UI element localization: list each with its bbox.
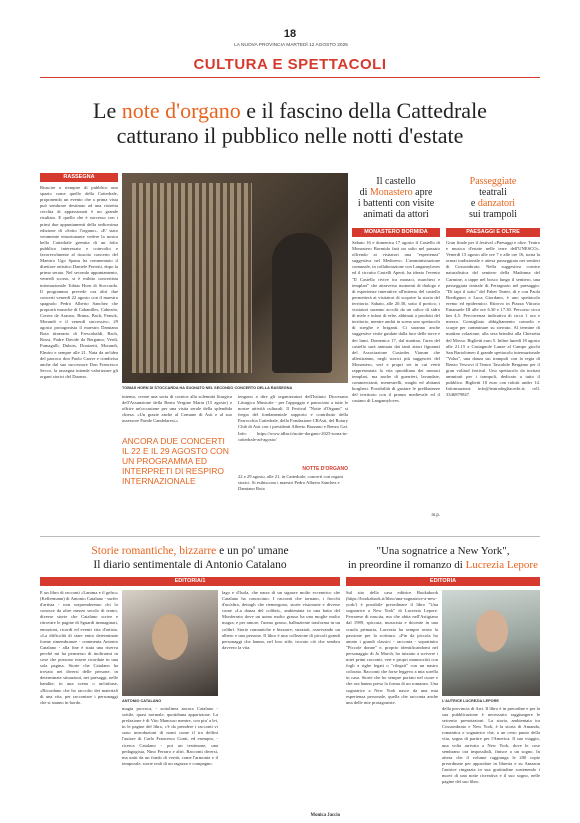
portrait-face (152, 614, 188, 660)
photo-caption-lepore: L'AUTRICE LUCREZIA LEPORE (442, 699, 499, 703)
label-editoria-1: EDITORIA/1 (40, 577, 340, 586)
pull-quote: ANCORA DUE CONCERTI IL 22 E IL 29 AGOSTO CON UN PROGRAMMA ED INTERPRETI DI RESPIRO INTERNAZIONALE (122, 436, 229, 486)
portrait-face-lepore (476, 610, 508, 652)
info-box-text: 22 e 29 agosto, alle 21, in Cattedrale, concerti con organi storici. Si esibiscono i maestri Pedro Alberto Sanchez e Damiano Rota (238, 474, 343, 492)
paper-date: LA NUOVA PROVINCIA MARTEDÌ 12 AGOSTO 2025 (234, 43, 348, 48)
page-number: 18 (283, 28, 297, 40)
section-rule (40, 77, 540, 78)
lepore-headline: "Una sognatrice a New York", in preordine il romanzo di Lucrezia Lepore (348, 545, 538, 571)
photo-caption-organ: TOBIAS HORN DI STOCCARDA HA SUONATO NEL SECONDO CONCERTO DELLA RASSEGNA (122, 386, 293, 390)
lead-body-col1: Riuscire a riempire di pubblico uno spazio come quello della Cattedrale, proponendo un evento che a prima vista può sembrare destinato ad una ristretta cerchia di appassionati è un grande risultato. E quello che è successo con i primi due appuntamenti della sedicesima edizione di «Sotto l'organo». «E' stato veramente emozionante vedere la nostra bella Cattedrale gremita di un folto pubblico interessato e coinvolto e favorevolmente al riuscito concerto del Maestro Ugo Spanu ha commentato il direttore artistico Daniele Ferretti, dopo la prima serata. Nel secondo appuntamento, venerdì scorso, si è esibito concertista internazionale Tobias Horn di Stoccarda. Il programma prevede ora altri due concerti venerdì 22 agosto con il maestro spagnolo Pedro Alberto Sanchez che proporrà musiche di Cabanilles, Cabezón, Correa de Arauxo, Bruna, Bach, Franck, Morandi e il venerdì successivo, 29 agosto protagonista il maestro Damiano Rota itinerario di Frescobaldi, Bach, Rossi, Padre Davide da Bergamo, Verdi, Fumagalli, Dubois, Donizetti, Morandi, Elmiro e sempre alle 21. Nata da un'idea del parroco don Paolo Carrer e condivisa anche dal suo successore Don Francesco Secco, la rassegna intende valorizzare gli organi storici del Duomo. (40, 185, 118, 379)
organ-pipes (132, 183, 252, 373)
label-editoria: EDITORIA (346, 577, 540, 586)
catalano-signature: Monica Jaccio (310, 813, 340, 818)
catalano-body-col2: magia provoca, - sottolinea ancora Catalano - sottile, quasi normale, quotidiana apparizione. La prefazione è di Vito Mancuso mentre, con piu' a lei, in le pagine del libro, c'è da prendere i racconti vi sono introduzioni di nomi come il tra delfini l'autore di Carlo Francesco Conti, ed esempio, - ricerca Catalano - poi un testimone, una pedagogista, Nino Ferraro e altri. Racconti diversi, ma uniti da un fondo di verità, come l'armonia e il temporale, storie reali di un ragazzo e compagno. (122, 706, 218, 766)
masthead (0, 0, 580, 88)
castello-body: Sabato 16 e domenica 17 agosto il Castello di Monastero Bormida farà un salto nel passato offrendo ai visitatori una "esperienza" suggestiva nel Medioevo. L'amministrazione comunale, in collaborazione con Langamyloves ed il circuito Castelli Aperti, ha ideato l'evento "Il Castello rivive tra monaci, marchesi e templari" che attraverso momenti di dialogo e di esperienze interattive all'interno del castello permetterà ai visitatori di scoprire la storia del territorio. Sabato, alle 20.30, sotto il portico, i visitatori saranno accolti da un calice di sidro di mele e infusi di erbe, abbinati a prodotti del territorio, mentre andrà in scena uno spettacolo di streghe e briganti. Ci saranno anche suggestive visite guidate dalla luce delle torce e dei lumi. Domenica 17, dal mattino, l'area del castello sarà animata dai tanti attori figuranti del Associazione Custodes Viarum che allestiranno, negli storici più suggestivi del Monastero, veri e propri set in cui verrà rappresentata la vita quotidiana dei monaci templari, ma anche di guerrieri, lavandaie, commercianti, menestrelli, maghi ed abitanti borghesi. Possibilità di gustare le prelibatezze del territorio con il pranzo medievale ed il castano di Langamyloves. (352, 240, 440, 404)
lepore-body-col1: Sul sito della casa editrice Bookabook (https://bookabook.it/libro/una-sognatrice-a-new-york/) è possibile preordinare il libro "Una sognatrice a New York" di Lucrezia Lepore. Ferrarese di nascita, ma che abita nell'Astigiano dal 1989, spiccata, musicista e docente in una scuola primaria, Lucrezia ha sempre avuto la passione per la scrittura. «Fin da piccola ho amato i grandi classici - racconta - soprattutto "Piccole donne" e, proprio identificandomi nel personaggio di Jo March, ho iniziato a scrivere i miei primi racconti, veri e propri manoscritti con fogli a righe legati o "rilegati" con un nastro colorato. Racconti che forse leggevo a mia sorella in casa. Storie che ho sempre portato nel cuore e che ora hanno preso la forma di un romanzo. Una sognatrice a New York nasce da una mia esperienza personale, quella che racconta anche una delle mie protagoniste. (346, 590, 438, 705)
headline-accent: note d'organo (121, 98, 241, 123)
section-title: CULTURA E SPETTACOLI (193, 56, 387, 73)
label-paesaggi: PAESAGGI E OLTRE (446, 228, 540, 237)
photo-caption-catalano: ANTONIO CATALANO (122, 699, 162, 703)
lead-body-col3: tengono a dire gli organizzatori dell'Istituto Diocesano Liturgico Musicale - per l'appoggio e patrocinio a tutte le nostre attività culturali. Il Festival "Notte d'Organo" si fregia del fondamentale supporto e contributo della Parrocchia Cattedrale, della Fondazione CRAsti, del Rotary Club di Asti con i presidenti Alberto Bazzano e Renzo Gai. Info: https://www.idlm.it/notte-dorgano-2025-torna-in-cattedrale-ad-agosto/ (238, 394, 348, 442)
label-monastero: MONASTERO BORMIDA (352, 228, 440, 237)
organist-figure (272, 233, 332, 373)
castello-headline: Il castello di Monastero apre i battenti con visite animati da attori (357, 176, 435, 220)
catalano-photo (122, 590, 218, 696)
passeggiate-headline: Passeggiate teatrali e danzatori sui trampoli (468, 176, 518, 220)
lepore-body-col2: della provincia di Asti. Il libro è in preordine e per la sua pubblicazione è necessario raggiungere le seicento prenotazioni. La storia, ambientata tra Cossombrato e New York, è la storia di Amanda, romantica e sognatrice che, a un certo punto della vita, sogna di partire per l'America. Il suo viaggio, una volta arrivata a New York, dove le cose sembrano ora impossibili, finisce a un sogno. In attesa che il volume raggiunga le 200 copie preordinate per approdare in libreria e su Amazon l'autrice ringrazia in sua gratitudine sostenendo i nuovi di una notte ricreativa e il suo sogno, nelle pagine del suo libro. (442, 706, 540, 785)
lower-divider (40, 536, 540, 537)
headline-line-2: catturano il pubblico nelle notti d'estate (116, 123, 464, 148)
headline-line-1: Le note d'organo e il fascino della Cattedrale (93, 98, 487, 123)
lead-body-col2: intenso, creare una sorta di cornice alla solennità liturgica dell'Assunzione della Beata Vergine Maria (15 agosto) e offrire un'occasione per una visita serale della splendida chiesa. «Un grazie anche al Comune di Asti e al suo assessore Paride Candelaresi,» (122, 394, 232, 424)
label-rassegna: RASSEGNA (40, 173, 118, 182)
passeggiate-body: Gran finale per il festival «Paesaggi e oltre. Teatro e musica d'estate nelle terre dell'UNESCO». Venerdì 15 agosto alle ore 7 e alle ore 16, torna la ormai tradizionale e attesa passeggiata nei sentieri di Cossombrato. Nella suggestiva cornice naturalistica del sentiero della Madonna del Carmine, a tappe nel bosco lungo il sentiero, una passeggiata teatrale di Fertagnoto nel paesaggio. "Di tapi il sotto" del Faber Teater, di e con Paola Bordignon e Luca Giordano, è uno spettacolo eremo ed epidermico. Ritrovo in Piazza Vittorio Emanuele III alle ore 6.30 e 17.30. Percorso circa km 4,5. Percorrenza indicativa di circa 1 ora e mezza. Consigliato abbigliamento comodo e scarpe per camminare su sterrato. Al termine di mattino colazione, alla sera brindisi alla Chiesetta del Mosso. Biglietti euro 5. Infine lunedì 18 agosto alle 21.15 a Castagnole Lanze al Campo giochi San Bartolomeo il grande spettacolo internazionale "Volus", una danza sui trampoli con la regia di Renzo Vescovi il Teatro Tascabile Bergamo per il gran volitud festival. Uno spettacolo da invitati ammirati per i trampoli, dedicato a tutto il pubblico. Biglietti 10 euro con ridotti under 14. Informazioni: info@teatrodegliacerbi.it; cell. 3346879847. (446, 240, 540, 398)
lepore-photo (442, 590, 540, 696)
organ-photo (122, 173, 348, 383)
castello-signature: m.p. (431, 513, 440, 518)
info-box-label: NOTTE D'ORGANO (302, 466, 348, 472)
catalano-headline: Storie romantiche, bizzarre e un po' umane Il diario sentimentale di Antonio Catalano (91, 545, 289, 571)
castello-accent: Monastero (369, 187, 413, 198)
catalano-body-col3: lago e d'Isola, che narra di un signore molto eccentrico che Catalano ha conosciuto. I racconti che tornano, i fiocchi d'un'altra, dettagli che riemergono, storie visionarie e diverse come «La danza del colibrì», ambientata in una baita del Monferrato dove un uomo molto grasso ha una moglie molto magra, e per amore, l'uomo grasso, balbuziente trasforma in un colibrì. Storie romantiche e bizzarre, straziati, osservando un albero e una persona. Il libro è una collezione di piccoli grandi personaggi che hanno, nel loro stile, trovato ciò che sembra davvero la vita. (222, 590, 340, 650)
catalano-body-col1: E un libro di racconti «Lanima e il gelso» (Kellermann) di Antonio Catalano - surfer d'artista - non sorprenderemo chi lo conosce da oltre mezzo secolo di teatro, diverse storie che Catalano scrive e ritrovare le pagine di Sguardi immaginari, emozioni, ricordi ed eventi vita d'artista. «La difficoltà di stare entro determinate forme rimembranze - commenta Antonio Catalano - alla fine è stata una riserva perché mi ha permesso di inoltrarmi in cose che possono essere ricordate in una sola pagina. Storie che Catalano ha trovato nei diversi delle persone, in determinate situazioni, nei paesaggi, nelle bandite, in una scena o un'infrase, «Ricordano che ho raccolto dei materiali di una vita, per raccontare i personaggi che si stanno in bordo. (40, 590, 118, 705)
lead-headline (40, 98, 540, 148)
